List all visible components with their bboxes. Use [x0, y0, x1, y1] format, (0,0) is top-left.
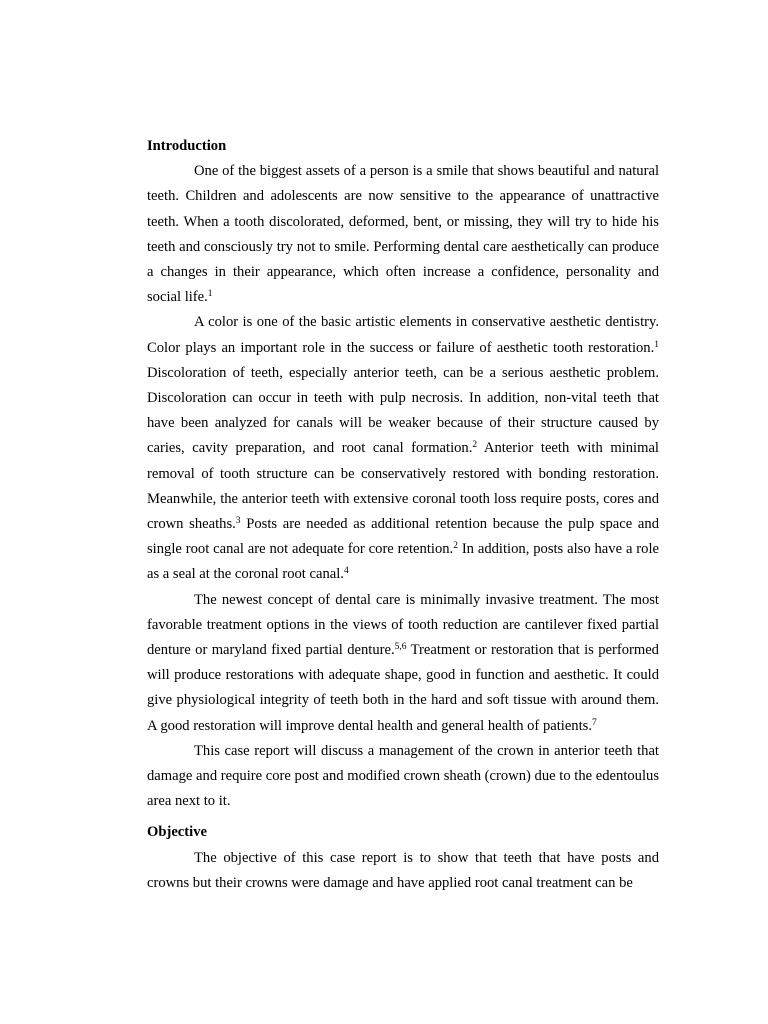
- paragraph-text: Treatment or restoration that is performed will produce restorations with adequate shape, good in function and aesthetic. It could give physiological integrity of teeth both in the hard and soft tissue with around them. A good restoration will improve dental health and general health of patients.: [147, 642, 659, 734]
- paragraph-text: The newest concept of dental care is minimally invasive treatment. The most favorable treatment options in the views of tooth reduction are cantilever fixed partial denture or maryland fixed partial denture.: [147, 591, 659, 659]
- paragraph-text: One of the biggest assets of a person is a smile that shows beautiful and natural teeth. Children and adolescents are now sensitive to the appearance of unattractive teeth. When a tooth discolorated, deformed, bent, or missing, they will try to hide his teeth and consciously try not to smile. Performing dental care aesthetically can produce a changes in their appearance, which often increase a confidence, personality and social life.: [147, 163, 659, 306]
- paragraph-text: A color is one of the basic artistic elements in conservative aesthetic dentistry. Color plays an important role in the success or failure of aesthetic tooth restoration.: [147, 314, 659, 356]
- citation-ref: 1: [654, 339, 659, 350]
- citation-ref: 1: [207, 289, 213, 300]
- citation-ref: 7: [591, 717, 597, 728]
- introduction-paragraph-1: [147, 159, 659, 310]
- citation-ref: 2: [453, 541, 458, 552]
- paragraph-text: In addition, posts also have a role as a seal at the coronal root canal.: [147, 541, 659, 583]
- citation-ref: 3: [235, 516, 241, 527]
- objective-paragraph-1: [147, 846, 659, 896]
- introduction-paragraph-4: [147, 739, 659, 815]
- introduction-paragraph-2: [147, 310, 659, 587]
- document-body: [147, 134, 659, 896]
- paragraph-text: This case report will discuss a management of the crown in anterior teeth that damage and require core post and modified crown sheath (crown) due to the edentoulus area next to it.: [147, 742, 659, 810]
- paragraph-text: Discoloration of teeth, especially anterior teeth, can be a serious aesthetic problem. Discoloration can occur in teeth with pulp necrosis. In addition, non-vital teeth that have been analyzed for canals will be weaker because of their structure caused by caries, cavity preparation, and root canal formation.: [147, 364, 659, 457]
- citation-ref: 4: [343, 566, 349, 577]
- paragraph-text: Anterior teeth with minimal removal of tooth structure can be conservatively restored with bonding restoration. Meanwhile, the anterior teeth with extensive coronal tooth loss require posts, cores and crown sheaths.: [147, 440, 659, 533]
- citation-ref: 5,6: [394, 642, 407, 653]
- paragraph-text: The objective of this case report is to show that teeth that have posts and crowns but their crowns were damage and have applied root canal treatment can be: [147, 849, 659, 891]
- objective-heading: Objective: [147, 824, 207, 841]
- paragraph-text: Posts are needed as additional retention because the pulp space and single root canal are not adequate for core retention.: [147, 516, 659, 558]
- introduction-paragraph-3: [147, 588, 659, 739]
- citation-ref: 2: [472, 440, 478, 451]
- introduction-heading: Introduction: [147, 138, 227, 154]
